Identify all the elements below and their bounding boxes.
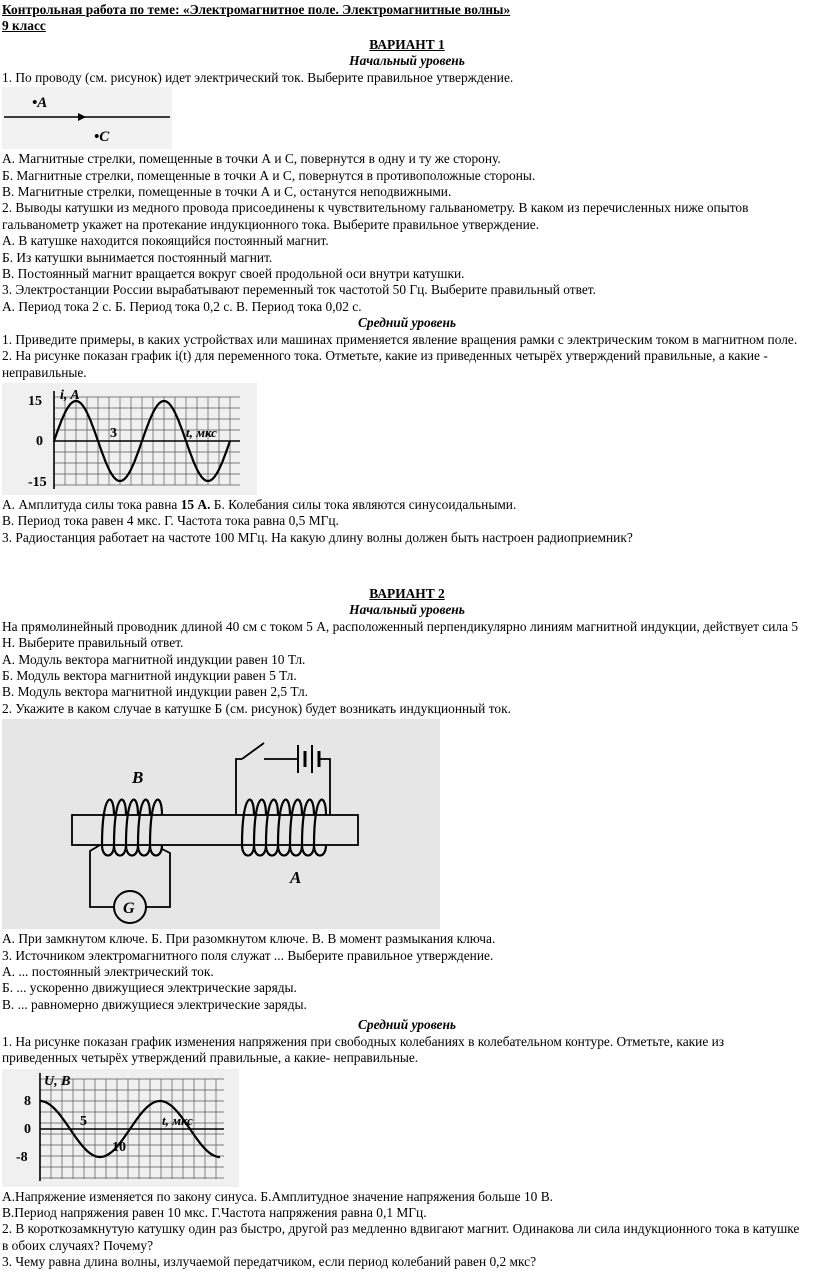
v1-q3-options: А. Период тока 2 с. Б. Период тока 0,2 с. В. Период тока 0,02 с. — [2, 298, 362, 314]
y-tick-0: 0 — [36, 433, 43, 449]
v1-m2-options-ab — [2, 497, 812, 513]
v1-q2-option-a: А. В катушке находится покоящийся постоянный магнит. — [2, 233, 329, 249]
voltage-chart — [2, 1069, 812, 1187]
v2-level-basic: Начальный уровень — [349, 602, 465, 618]
v1-medium-question-2: 2. На рисунке показан график i(t) для переменного тока. Отметьте, какие из приведенных четырёх утверждений правильные, а какие - неправильные. — [2, 348, 768, 380]
variant-2-title: ВАРИАНТ 2 — [369, 586, 445, 601]
v1-question-2: 2. Выводы катушки из медного провода присоединены к чувствительному гальванометру. В каком из перечисленных ниже опытов гальванометр укажет на протекание индукционного тока. Выберите правильное утверждение. — [2, 200, 749, 232]
galvanometer-label: G — [123, 900, 135, 918]
x-tick-5: 5 — [80, 1113, 87, 1129]
v2-question-3: 3. Источником электромагнитного поля служат ... Выберите правильное утверждение. — [2, 947, 494, 963]
coil-b-label: B — [132, 768, 144, 788]
y-axis-label: i, A — [60, 387, 80, 403]
v2-q2-options: А. При замкнутом ключе. Б. При разомкнутом ключе. В. В момент размыкания ключа. — [2, 931, 496, 947]
x-tick-10: 10 — [112, 1139, 126, 1155]
v2-q3-option-b: Б. ... ускоренно движущиеся электрические заряды. — [2, 980, 297, 996]
v1-question-1: 1. По проводу (см. рисунок) идет электрический ток. Выберите правильное утверждение. — [2, 69, 514, 85]
point-a-label: •A — [32, 95, 48, 112]
coils-figure — [2, 719, 812, 929]
v2-level-medium: Средний уровень — [357, 1017, 457, 1033]
y-tick-minus-8: -8 — [16, 1149, 28, 1165]
v2-question-2: 2. Укажите в каком случае в катушке Б (см. рисунок) будет возникать индукционный ток. — [2, 700, 511, 716]
y-tick-0: 0 — [24, 1121, 31, 1137]
v2-medium-question-1: 1. На рисунке показан график изменения напряжения при свободных колебаниях в колебательном контуре. Отметьте, какие из приведенных четырёх утверждений правильные, а какие- неправильные. — [2, 1033, 725, 1066]
v1-level-basic: Начальный уровень — [349, 53, 465, 69]
x-axis-label: t, мкс — [186, 424, 217, 440]
y-axis-label: U, B — [44, 1073, 71, 1089]
v1-m2-options-cd: В. Период тока равен 4 мкс. Г. Частота тока равна 0,5 МГц. — [2, 513, 339, 529]
v2-q3-option-c: В. ... равномерно движущиеся электрические заряды. — [2, 996, 307, 1012]
current-chart — [2, 383, 812, 495]
v2-question-1: На прямолинейный проводник длиной 40 см с током 5 А, расположенный перпендикулярно линиям магнитной индукции, действует сила 5 Н. Выберите правильный ответ. — [2, 618, 799, 651]
wire-figure — [2, 87, 812, 149]
v2-medium-question-3: 3. Чему равна длина волны, излучаемой передатчиком, если период колебаний равен 0,2 мкс? — [2, 1254, 537, 1270]
x-axis-label: t, мкс — [162, 1112, 193, 1128]
v1-q1-option-c: В. Магнитные стрелки, помещенные в точки А и С, останутся неподвижными. — [2, 184, 452, 200]
v1-q1-option-a: А. Магнитные стрелки, помещенные в точки А и С, повернутся в одну и ту же сторону. — [2, 151, 501, 167]
document-title: Контрольная работа по теме: «Электромагнитное поле. Электромагнитные волны» — [2, 2, 511, 17]
variant-1-section — [2, 33, 812, 546]
v2-q1-option-b: Б. Модуль вектора магнитной индукции равен 5 Тл. — [2, 668, 297, 684]
v1-q2-option-b: Б. Из катушки вынимается постоянный магнит. — [2, 249, 273, 265]
chart-background — [2, 1069, 239, 1187]
y-tick-15: 15 — [28, 393, 42, 409]
v1-q1-option-b: Б. Магнитные стрелки, помещенные в точки А и С, повернутся в противоположные стороны. — [2, 167, 536, 183]
point-c-label: •C — [94, 129, 110, 146]
v1-medium-question-1: 1. Приведите примеры, в каких устройствах или машинах применяется явление вращения рамки с электрическим током в магнитном поле. — [2, 331, 798, 347]
y-tick-8: 8 — [24, 1093, 31, 1109]
v2-m1-options-cd: В.Период напряжения равен 10 мкс. Г.Частота напряжения равна 0,1 МГц. — [2, 1204, 427, 1220]
v1-q2-option-c: В. Постоянный магнит вращается вокруг своей продольной оси внутри катушки. — [2, 266, 465, 282]
v2-medium-question-2: 2. В короткозамкнутую катушку один раз быстро, другой раз медленно вдвигают магнит. Одинакова ли сила индукционного тока в катушке в обоих случаях? Почему? — [2, 1221, 800, 1253]
v1-m2-option-a-prefix: А. Амплитуда силы тока равна — [2, 496, 181, 512]
v2-q1-option-c: В. Модуль вектора магнитной индукции равен 2,5 Тл. — [2, 684, 308, 700]
v1-m2-option-b: Б. Колебания силы тока являются синусоидальными. — [210, 496, 517, 512]
v1-level-medium: Средний уровень — [357, 315, 457, 331]
v1-question-3: 3. Электростанции России вырабатывают переменный ток частотой 50 Гц. Выберите правильный ответ. — [2, 282, 596, 298]
v1-m2-option-a-value: 15 А. — [180, 496, 211, 512]
variant-2-section — [2, 582, 812, 1271]
grade-label: 9 класс — [2, 18, 46, 33]
v2-m1-options-ab: А.Напряжение изменяется по закону синуса. Б.Амплитудное значение напряжения больше 10 В. — [2, 1188, 553, 1204]
y-tick-minus-15: -15 — [28, 474, 47, 490]
v1-medium-question-3: 3. Радиостанция работает на частоте 100 МГц. На какую длину волны должен быть настроен радиоприемник? — [2, 529, 633, 545]
v2-q3-option-a: А. ... постоянный электрический ток. — [2, 964, 214, 980]
x-tick-3: 3 — [110, 425, 117, 441]
figure-background — [2, 87, 172, 149]
v2-q1-option-a: А. Модуль вектора магнитной индукции равен 10 Тл. — [2, 651, 306, 667]
coil-a-label: A — [290, 868, 302, 888]
variant-1-title: ВАРИАНТ 1 — [369, 37, 445, 52]
